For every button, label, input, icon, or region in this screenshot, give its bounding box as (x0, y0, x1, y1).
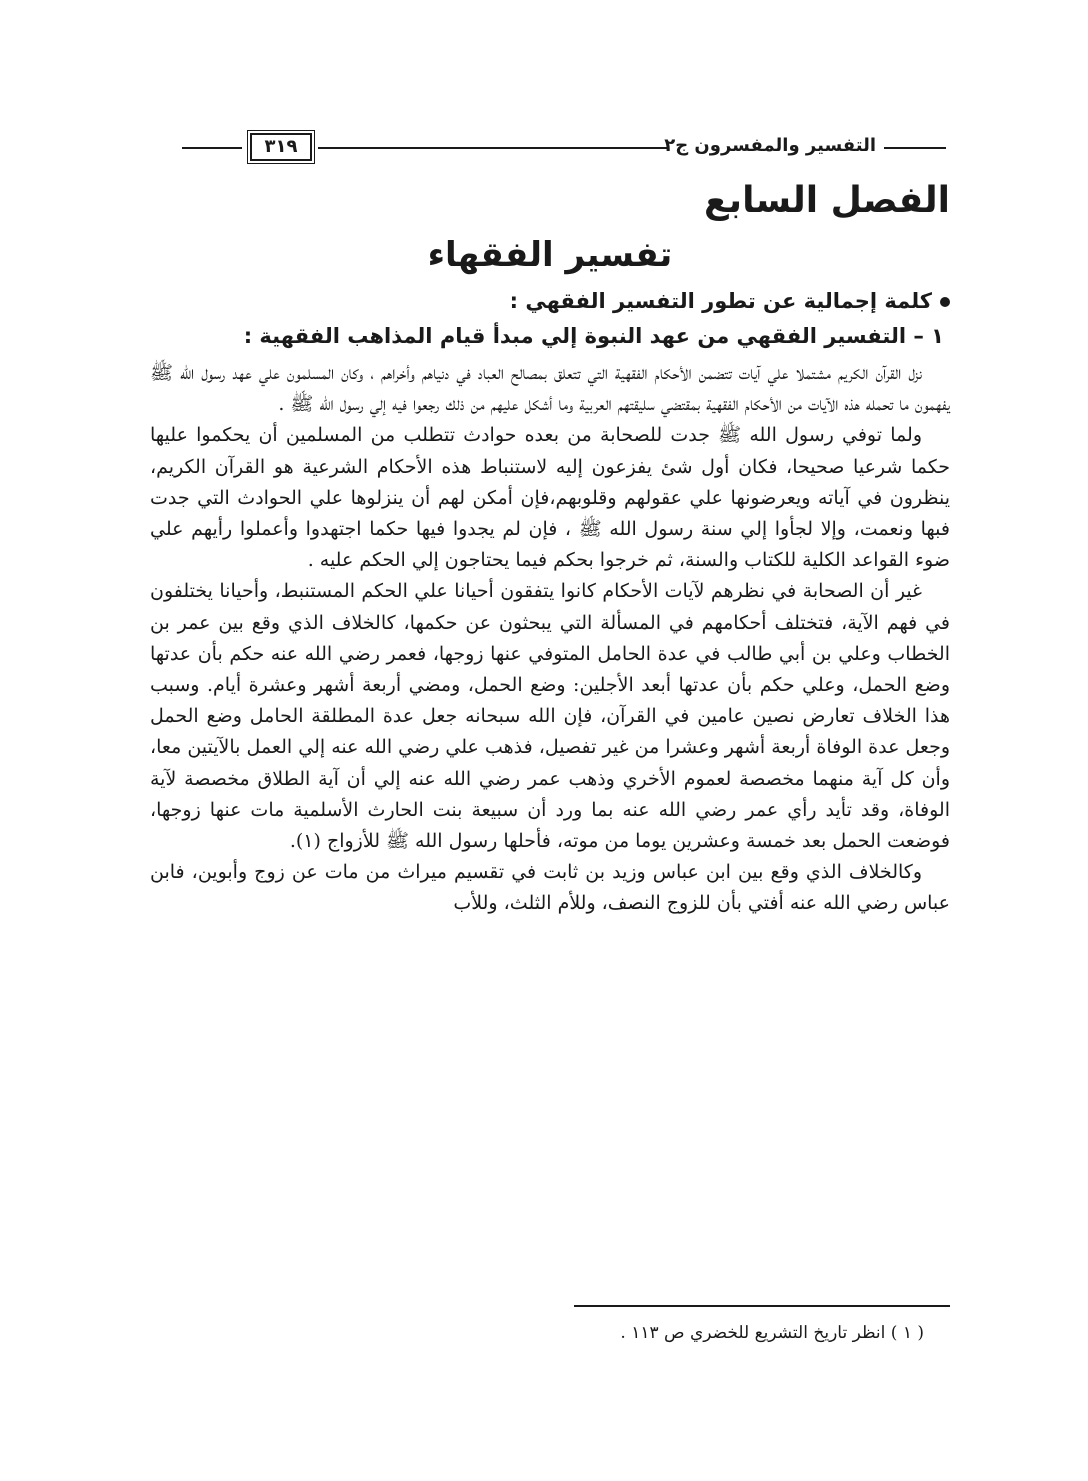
running-title: التفسير والمفسرون ج٢ (664, 135, 876, 156)
bullet-icon (940, 297, 950, 307)
paragraph: نزل القرآن الكريم مشتملا علي آيات تتضمن الأحكام الفقهية التي تتعلق بمصالح العباد في دنياهم وأخراهم ، وكان المسلمون علي عهد رسول الله ﷺ يفهمون ما تحمله هذه الآيات من الأحكام الفقهية بمقتضي سليقتهم العربية وما أشكل عليهم من ذلك رجعوا فيه إلي رسول الله ﷺ . (150, 362, 950, 416)
header-rule-right (884, 147, 946, 149)
header-rule-left (182, 147, 242, 149)
header-rule-middle (318, 147, 668, 149)
footnote-divider (574, 1305, 950, 1307)
paragraph: غير أن الصحابة في نظرهم لآيات الأحكام كانوا يتفقون أحيانا علي الحكم المستنبط، وأحيانا يختلفون في فهم الآية، فتختلف أحكامهم في المسألة التي يبحثون عن حكمها، كالخلاف الذي وقع بين عمر بن الخطاب وعلي بن أبي طالب في عدة الحامل المتوفي عنها زوجها، فعمر رضي الله عنه حكم بأن عدتها وضع الحمل، وعلي حكم بأن عدتها أبعد الأجلين: وضع الحمل، ومضي أربعة أشهر وعشرة أيام. وسبب هذا الخلاف تعارض نصين عامين في القرآن، فإن الله سبحانه جعل عدة المطلقة الحامل وضع الحمل وجعل عدة الوفاة أربعة أشهر وعشرا من غير تفصيل، فذهب علي رضي الله عنه إلي العمل بالآيتين معا، وأن كل آية منهما مخصصة لعموم الأخري وذهب عمر رضي الله عنه إلي أن آية الطلاق مخصصة لآية الوفاة، وقد تأيد رأي عمر رضي الله عنه بما ورد أن سبيعة بنت الحارث الأسلمية مات عنها زوجها، فوضعت الحمل بعد خمسة وعشرين يوما من موته، فأحلها رسول الله ﷺ للأزواج (١). (150, 580, 950, 853)
running-header (150, 133, 950, 163)
body-text (150, 358, 950, 920)
section-heading-text: كلمة إجمالية عن تطور التفسير الفقهي : (509, 289, 932, 313)
paragraph: وكالخلاف الذي وقع بين ابن عباس وزيد بن ثابت في تقسيم ميراث من مات عن زوج وأبوين، فابن عباس رضي الله عنه أفتي بأن للزوج النصف، وللأم الثلث، وللأب (150, 861, 950, 915)
chapter-title: الفصل السابع (703, 180, 950, 221)
main-title: تفسير الفقهاء (427, 235, 673, 275)
footnote: ( ١ ) انظر تاريخ التشريع للخضري ص ١١٣ . (620, 1323, 924, 1343)
section-heading (510, 285, 950, 317)
page (150, 115, 950, 1375)
paragraph: ولما توفي رسول الله ﷺ جدت للصحابة من بعده حوادث تتطلب من المسلمين أن يحكموا عليها حكما شرعيا صحيحا، فكان أول شئ يفزعون إليه لاستنباط هذه الأحكام الشرعية هو القرآن الكريم، ينظرون في آياته ويعرضونها علي عقولهم وقلوبهم،فإن أمكن لهم أن ينزلوها علي الحوادث التي جدت فبها ونعمت، وإلا لجأوا إلي سنة رسول الله ﷺ ، فإن لم يجدوا فيها حكما اجتهدوا وأعملوا رأيهم علي ضوء القواعد الكلية للكتاب والسنة، ثم خرجوا بحكم فيما يحتاجون إلي الحكم عليه . (150, 424, 950, 572)
subsection-heading: ١ – التفسير الفقهي من عهد النبوة إلي مبدأ قيام المذاهب الفقهية : (243, 324, 944, 348)
page-number: ٣١٩ (250, 133, 312, 161)
